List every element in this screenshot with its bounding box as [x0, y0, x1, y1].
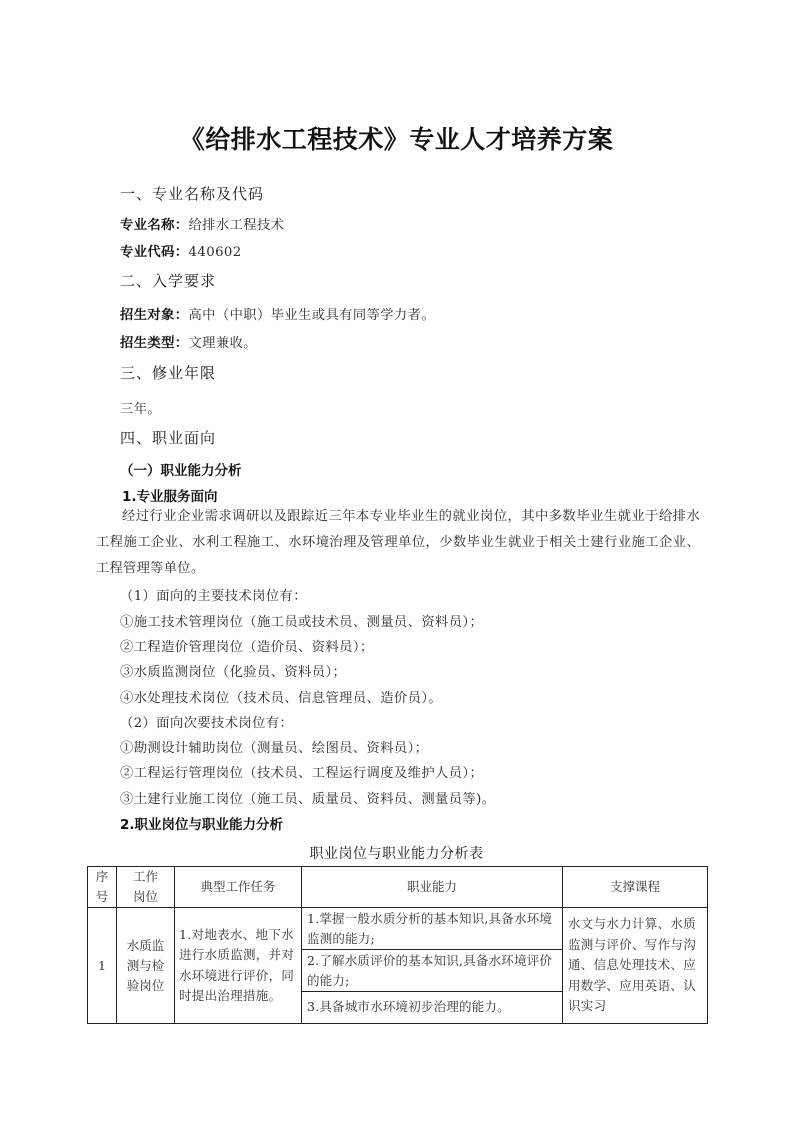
- main-posts-intro: （1）面向的主要技术岗位有：: [120, 589, 307, 604]
- row-post: 水质监 测与检 验岗位: [117, 908, 175, 1024]
- post-ability-table: [87, 866, 708, 1024]
- row-abilities: [302, 908, 563, 1024]
- row-courses: 水文与水力计算、水质监测与评价、写作与沟通、信息处理技术、应用数学、应用英语、认识实习: [563, 908, 708, 1024]
- ability-item: 1.掌握一般水质分析的基本知识,具备水环境监测的能力;: [302, 908, 562, 950]
- major-name-value: 给排水工程技术: [188, 218, 285, 233]
- row-task: 1.对地表水、地下水进行水质监测，并对水环境进行评价，同时提出治理措施。: [175, 908, 302, 1024]
- enroll-type-label: 招生类型：: [120, 336, 189, 351]
- row-no: 1: [88, 908, 117, 1024]
- header-ability: 职业能力: [302, 867, 563, 908]
- major-name-line: [120, 214, 284, 233]
- ability-item: 2.了解水质评价的基本知识,具备水环境评价的能力;: [302, 950, 562, 992]
- secondary-post-item: ③土建行业施工岗位（施工员、质量员、资料员、测量员等)。: [120, 792, 496, 807]
- table-header-row: [88, 867, 708, 908]
- enroll-type-line: [120, 332, 257, 351]
- section-heading-4: 四、职业面向: [120, 429, 217, 447]
- study-duration: 三年。: [120, 402, 162, 417]
- secondary-post-item: ①勘测设计辅助岗位（测量员、绘图员、资料员）；: [120, 741, 429, 756]
- subsection-heading-ability-analysis: （一）职业能力分析: [120, 463, 242, 479]
- document-title: 《给排水工程技术》专业人才培养方案: [179, 125, 614, 154]
- header-task: 典型工作任务: [175, 867, 302, 908]
- header-courses: 支撑课程: [563, 867, 708, 908]
- section-heading-2: 二、入学要求: [120, 272, 217, 290]
- ability-item: 3.具备城市水环境初步治理的能力。: [307, 999, 510, 1014]
- table-row: [88, 908, 708, 1024]
- enroll-type-value: 文理兼收。: [188, 336, 257, 351]
- enroll-target-line: [120, 304, 435, 323]
- subsection-heading-service-orientation: 1.专业服务面向: [122, 489, 218, 505]
- main-post-item: ③水质监测岗位（化验员、资料员）；: [120, 665, 347, 680]
- section-heading-3: 三、修业年限: [120, 364, 217, 382]
- header-no: 序 号: [88, 867, 117, 908]
- service-orientation-paragraph: 经过行业企业需求调研以及跟踪近三年本专业毕业生的就业岗位，其中多数毕业生就业于给排水工程施工企业、水利工程施工、水环境治理及管理单位，少数毕业生就业于相关土建行业施工企业、工程管理等单位。: [96, 509, 700, 576]
- main-post-item: ②工程造价管理岗位（造价员、资料员）；: [120, 640, 374, 655]
- major-code-label: 专业代码：: [120, 245, 189, 260]
- major-code-value: 440602: [188, 245, 242, 260]
- table-caption: 职业岗位与职业能力分析表: [309, 846, 484, 862]
- subsection-heading-post-ability: 2.职业岗位与职业能力分析: [120, 817, 284, 833]
- secondary-posts-intro: （2）面向次要技术岗位有：: [120, 716, 294, 731]
- main-post-item: ①施工技术管理岗位（施工员或技术员、测量员、资料员）；: [120, 615, 484, 630]
- enroll-target-value: 高中（中职）毕业生或具有同等学力者。: [188, 308, 436, 323]
- secondary-post-item: ②工程运行管理岗位（技术员、工程运行调度及维护人员）；: [120, 766, 484, 781]
- main-post-item: ④水处理技术岗位（技术员、信息管理员、造价员）。: [120, 691, 443, 706]
- enroll-target-label: 招生对象：: [120, 308, 189, 323]
- header-post: 工作 岗位: [117, 867, 175, 908]
- major-name-label: 专业名称：: [120, 218, 189, 233]
- major-code-line: [120, 241, 242, 260]
- section-heading-1: 一、专业名称及代码: [120, 185, 265, 203]
